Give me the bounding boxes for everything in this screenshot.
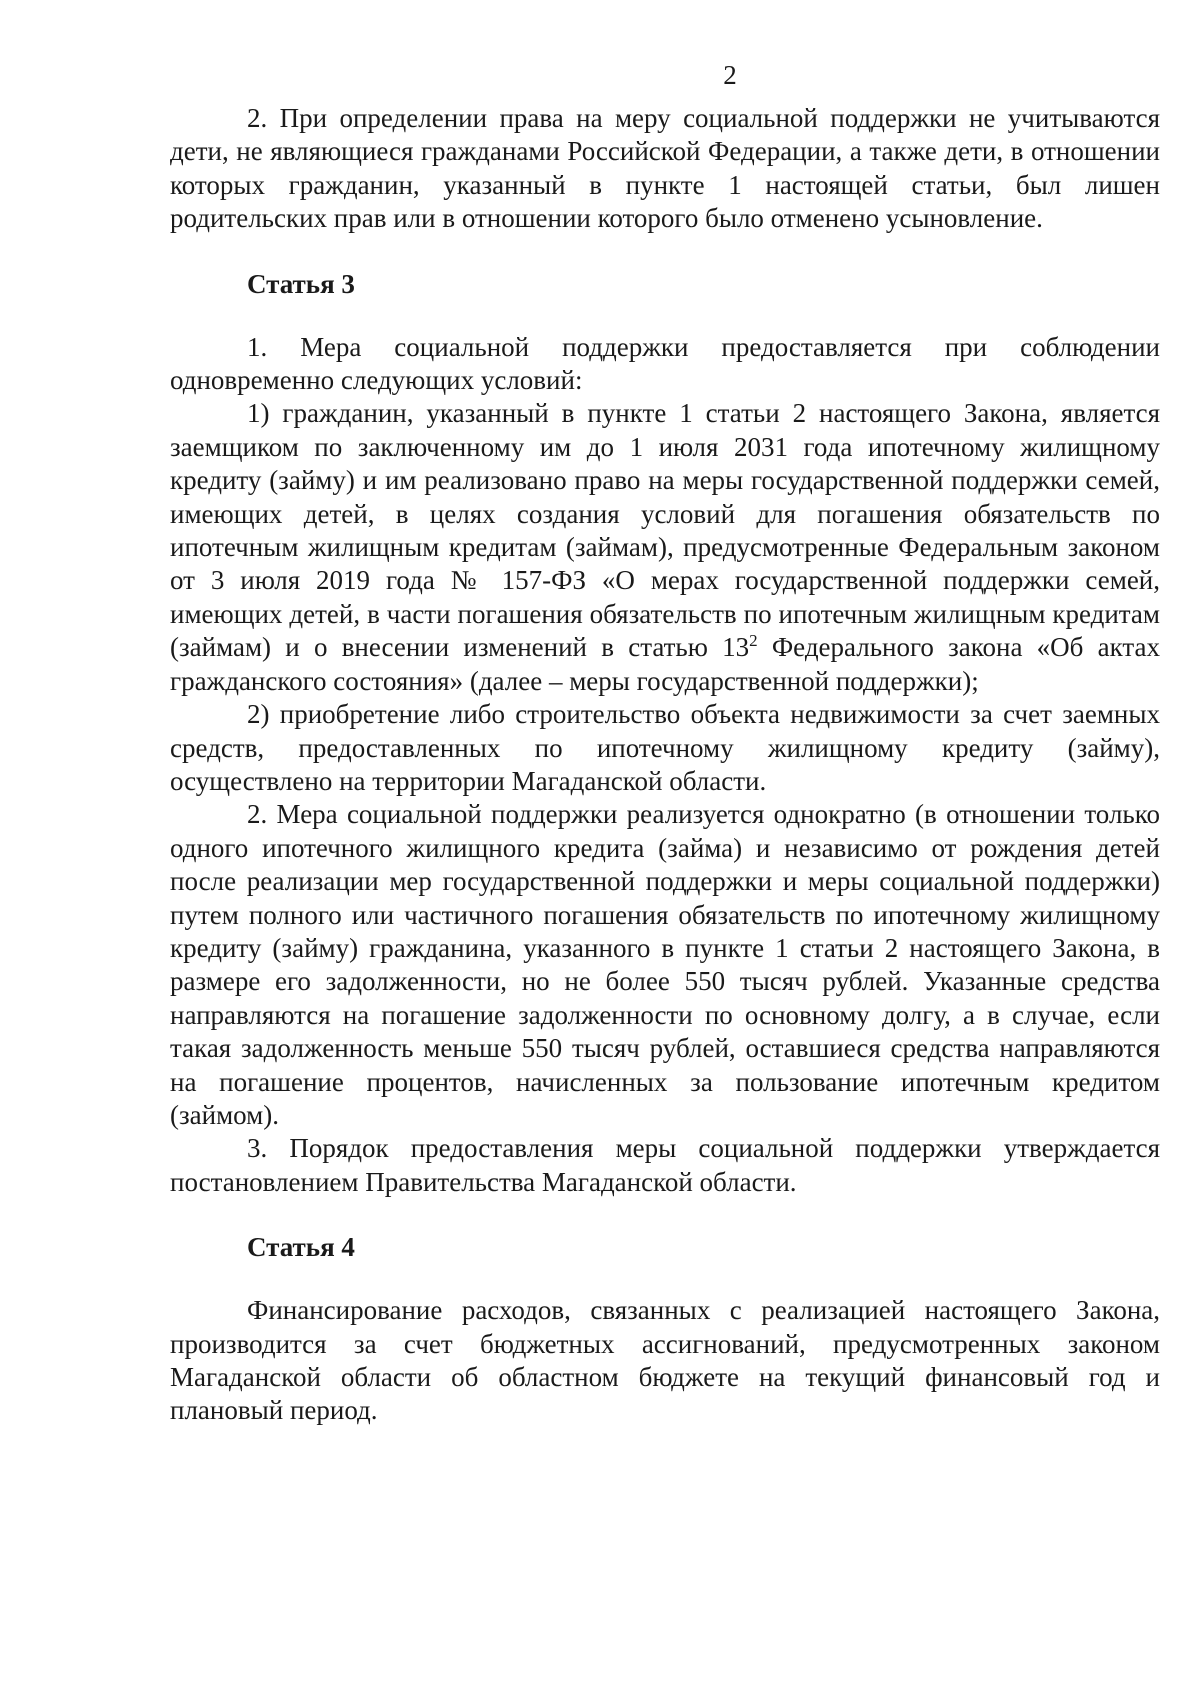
article3-item1 (170, 397, 1160, 698)
article2-paragraph2: 2. При определении права на меру социальной поддержки не учитываются дети, не являющиеся гражданами Российской Федерации, а также дети, в отношении которых гражданин, указанный в пункте 1 настоящей статьи, был лишен родительских прав или в отношении которого было отменено усыновление. (170, 103, 1160, 234)
document-page (170, 58, 1160, 1428)
article3-item1-text-continued: Федерального закона «Об актах гражданского состояния» (далее – меры государственной поддержки); (170, 632, 1161, 696)
article3-heading: Статья 3 (247, 268, 355, 299)
page-number: 2 (723, 60, 737, 90)
article3-item1-superscript: 2 (749, 631, 758, 651)
article3-paragraph1-intro: 1. Мера социальной поддержки предоставляется при соблюдении одновременно следующих условий: (170, 331, 1160, 396)
article4-paragraph: Финансирование расходов, связанных с реализацией настоящего Закона, производится за счет бюджетных ассигнований, предусмотренных законом Магаданской области об областном бюджете на текущий финансовый год и плановый период. (170, 1295, 1160, 1426)
article4-heading: Статья 4 (247, 1232, 355, 1263)
spacer (170, 236, 1160, 268)
article3-item1-text: 1) гражданин, указанный в пункте 1 статьи 2 настоящего Закона, является заемщиком по заключенному им до 1 июля 2031 года ипотечному жилищному кредиту (займу) и им реализовано право на меры государственной поддержки семей, имеющих детей, в целях создания условий для погашения обязательств по ипотечным жилищным кредитам (займам), предусмотренные Федеральным законом от 3 июля 2019 года № 157-ФЗ «О мерах государственной поддержки семей, имеющих детей, в части погашения обязательств по ипотечным жилищным кредитам (займам) и о внесении изменений в статью 13 (170, 398, 1160, 663)
spacer (170, 301, 1160, 331)
article3-item2: 2) приобретение либо строительство объекта недвижимости за счет заемных средств, предоставленных по ипотечному жилищному кредиту (займу), осуществлено на территории Магаданской области. (170, 699, 1160, 796)
spacer (170, 1199, 1160, 1231)
spacer (170, 1264, 1160, 1294)
article3-paragraph2: 2. Мера социальной поддержки реализуется однократно (в отношении только одного ипотечного жилищного кредита (займа) и независимо от рождения детей после реализации мер государственной поддержки и меры социальной поддержки) путем полного или частичного погашения обязательств по ипотечному жилищному кредиту (займу) гражданина, указанного в пункте 1 статьи 2 настоящего Закона, в размере его задолженности, но не более 550 тысяч рублей. Указанные средства направляются на погашение задолженности по основному долгу, а в случае, если такая задолженность меньше 550 тысяч рублей, оставшиеся средства направляются на погашение процентов, начисленных за пользование ипотечным кредитом (займом). (170, 799, 1160, 1130)
article3-paragraph3: 3. Порядок предоставления меры социальной поддержки утверждается постановлением Правительства Магаданской области. (170, 1133, 1160, 1197)
